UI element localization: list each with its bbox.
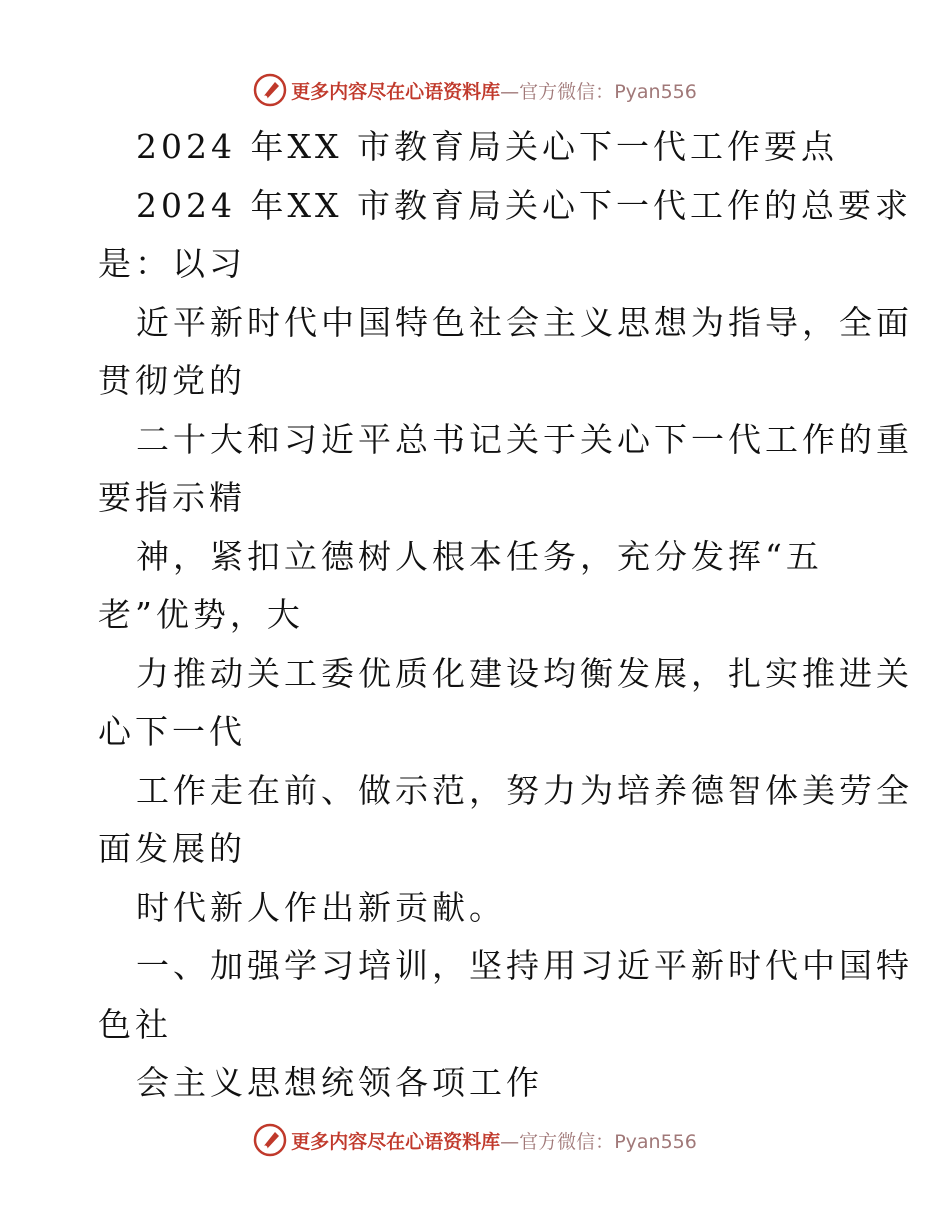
document-line: 力推动关工委优质化建设均衡发展，扎实推进关 (136, 653, 913, 693)
document-line: 神，紧扣立德树人根本任务，充分发挥“五 (136, 536, 823, 576)
document-line: 一、加强学习培训，坚持用习近平新时代中国特 (136, 946, 913, 985)
watermark-wechat-id: Pyan556 (614, 1130, 697, 1153)
document-line: 老”优势，大 (98, 595, 304, 634)
document-line: 会主义思想统领各项工作 (136, 1063, 543, 1102)
watermark-brand-text: 更多内容尽在心语资料库 (291, 80, 501, 103)
document-line: 贯彻党的 (98, 361, 246, 400)
document-line: 近平新时代中国特色社会主义思想为指导，全面 (136, 302, 913, 342)
document-line: 2024 年XX 市教育局关心下一代工作的总要求 (136, 185, 912, 225)
document-line: 二十大和习近平总书记关于关心下一代工作的重 (136, 419, 913, 459)
document-line: 要指示精 (98, 478, 246, 517)
pen-nib-circle-icon (253, 73, 287, 107)
watermark-wechat-label: —官方微信： (500, 80, 615, 103)
watermark-wechat-label: —官方微信： (500, 1130, 615, 1153)
document-line: 心下一代 (98, 712, 246, 751)
watermark-wechat-id: Pyan556 (614, 80, 697, 103)
document-line: 色社 (98, 1004, 172, 1044)
document-body (98, 118, 913, 1113)
watermark-brand-text: 更多内容尽在心语资料库 (291, 1130, 501, 1153)
document-line: 面发展的 (98, 829, 246, 868)
footer-watermark (0, 1120, 950, 1160)
pen-nib-circle-icon (253, 1123, 287, 1157)
document-line: 2024 年XX 市教育局关心下一代工作要点 (136, 127, 838, 166)
header-watermark (0, 70, 950, 110)
document-line: 时代新人作出新贡献。 (136, 887, 506, 927)
document-line: 是：以习 (98, 244, 246, 283)
document-line: 工作走在前、做示范，努力为培养德智体美劳全 (136, 770, 913, 810)
